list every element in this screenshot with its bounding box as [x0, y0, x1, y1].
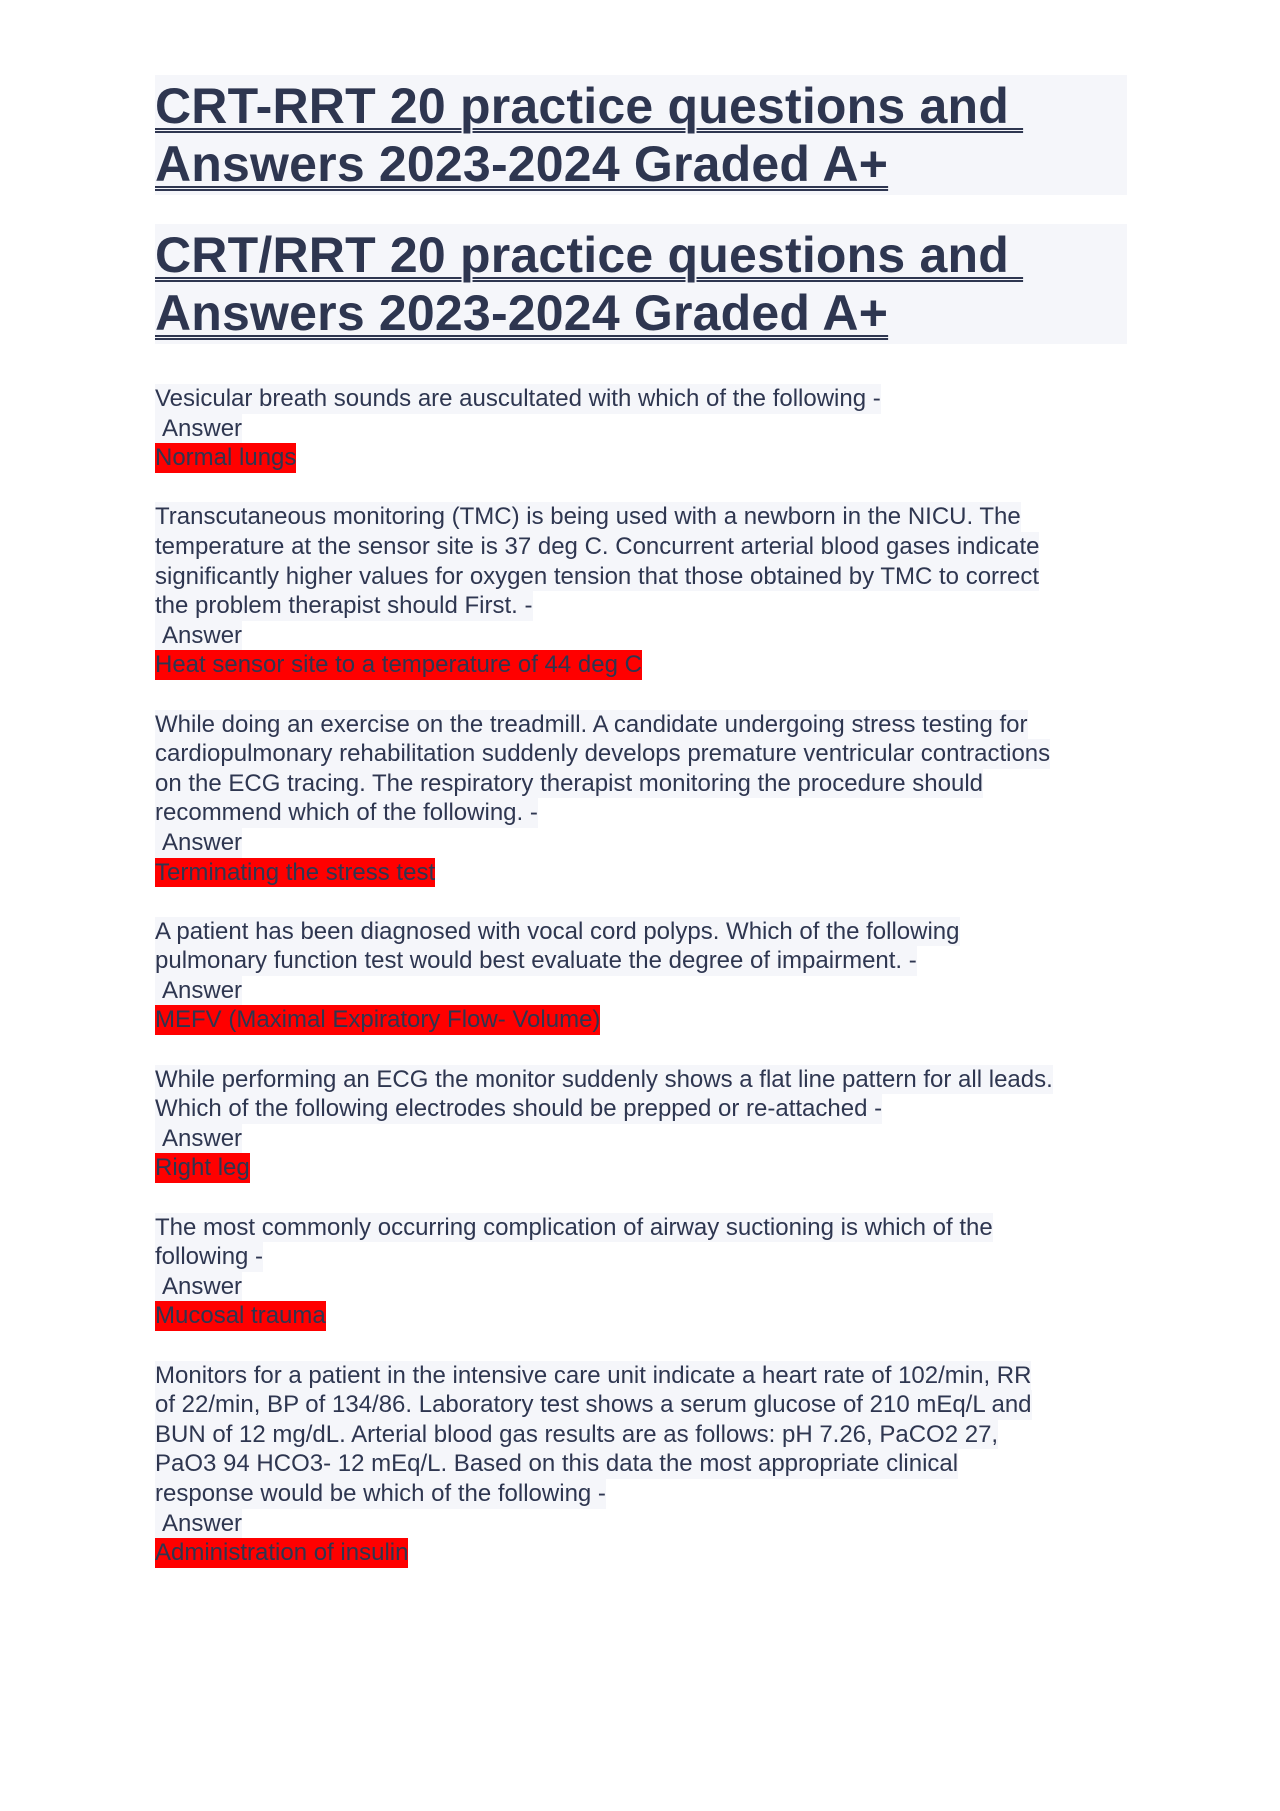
- question-text: While doing an exercise on the treadmill. A candidate undergoing stress testing for: [155, 710, 1028, 738]
- question-item-6: [155, 1213, 1127, 1331]
- question-text: following -: [155, 1243, 264, 1271]
- answer-label: Answer: [155, 976, 242, 1006]
- question-item-2: [155, 502, 1127, 680]
- answer-highlight: Heat sensor site to a temperature of 44 deg C: [155, 651, 642, 679]
- question-text: The most commonly occurring complication of airway suctioning is which of the: [155, 1213, 993, 1241]
- answer-label: Answer: [155, 414, 242, 444]
- question-text: on the ECG tracing. The respiratory therapist monitoring the procedure should: [155, 769, 983, 797]
- question-text: Vesicular breath sounds are auscultated with which of the following -: [155, 385, 881, 412]
- answer-label: Answer: [155, 1509, 242, 1539]
- answer-label: Answer: [155, 1272, 242, 1302]
- title-2-line-1: CRT/RRT 20 practice questions and: [155, 227, 1024, 283]
- document-title-2: [155, 224, 1127, 344]
- question-text: Transcutaneous monitoring (TMC) is being used with a newborn in the NICU. The: [155, 503, 1021, 531]
- question-text: significantly higher values for oxygen tension that those obtained by TMC to correct: [155, 562, 1040, 590]
- answer-highlight: Right leg: [155, 1154, 250, 1182]
- question-text: Which of the following electrodes should be prepped or re-attached -: [155, 1095, 883, 1123]
- question-text: A patient has been diagnosed with vocal cord polyps. Which of the following: [155, 917, 960, 945]
- document-page: [155, 75, 1127, 1597]
- question-item-5: [155, 1065, 1127, 1183]
- question-text: of 22/min, BP of 134/86. Laboratory test shows a serum glucose of 210 mEq/L and: [155, 1391, 1032, 1419]
- question-text: cardiopulmonary rehabilitation suddenly develops premature ventricular contractions: [155, 740, 1051, 768]
- question-item-1: [155, 384, 1127, 473]
- answer-highlight: Administration of insulin: [155, 1539, 409, 1567]
- title-1-line-1: CRT-RRT 20 practice questions and: [155, 78, 1024, 134]
- question-text: temperature at the sensor site is 37 deg C. Concurrent arterial blood gases indicate: [155, 532, 1040, 560]
- document-title-1: [155, 75, 1127, 195]
- answer-label: Answer: [155, 621, 242, 651]
- question-text: response would be which of the following -: [155, 1479, 606, 1507]
- question-item-3: [155, 710, 1127, 888]
- question-text: While performing an ECG the monitor suddenly shows a flat line pattern for all leads.: [155, 1065, 1053, 1093]
- title-1-line-2: Answers 2023-2024 Graded A+: [155, 136, 889, 192]
- answer-label: Answer: [155, 1124, 242, 1154]
- question-text: recommend which of the following. -: [155, 799, 538, 827]
- question-text: Monitors for a patient in the intensive care unit indicate a heart rate of 102/min, RR: [155, 1361, 1032, 1389]
- question-text: the problem therapist should First. -: [155, 592, 533, 620]
- answer-highlight: Terminating the stress test: [155, 858, 436, 886]
- title-2-line-2: Answers 2023-2024 Graded A+: [155, 285, 889, 341]
- question-item-4: [155, 917, 1127, 1035]
- question-text: PaO3 94 HCO3- 12 mEq/L. Based on this data the most appropriate clinical: [155, 1450, 959, 1478]
- question-item-7: [155, 1361, 1127, 1568]
- question-list: [155, 384, 1127, 1568]
- answer-highlight: MEFV (Maximal Expiratory Flow- Volume): [155, 1006, 601, 1034]
- answer-highlight: Mucosal trauma: [155, 1302, 326, 1330]
- question-text: pulmonary function test would best evaluate the degree of impairment. -: [155, 947, 917, 975]
- answer-label: Answer: [155, 828, 242, 858]
- answer-highlight: Normal lungs: [155, 444, 297, 472]
- question-text: BUN of 12 mg/dL. Arterial blood gas results are as follows: pH 7.26, PaCO2 27,: [155, 1420, 999, 1448]
